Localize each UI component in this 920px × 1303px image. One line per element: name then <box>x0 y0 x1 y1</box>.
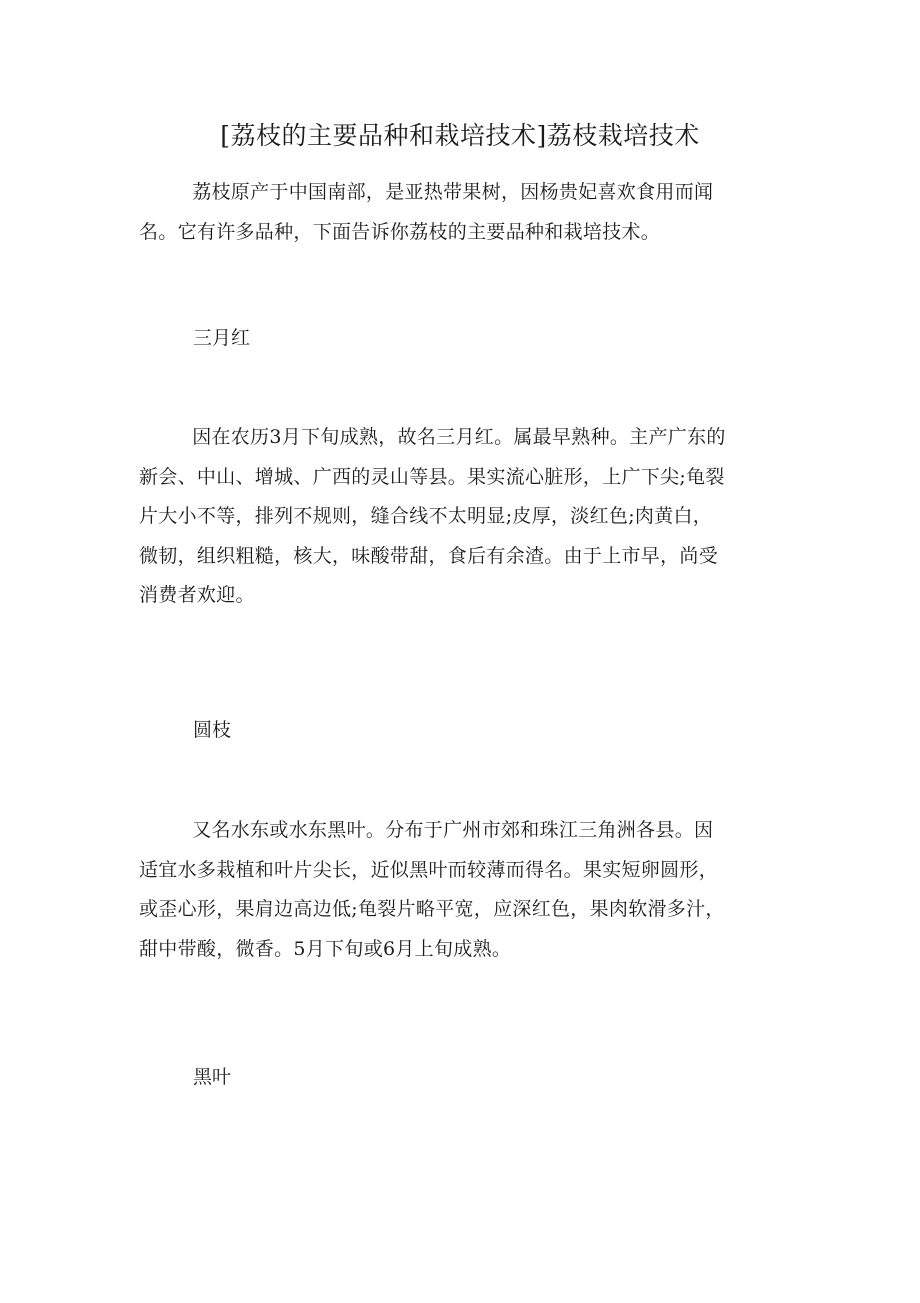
section-heading-heiye: 黑叶 <box>193 1066 232 1088</box>
section-body-yuanzhi: 又名水东或水东黑叶。分布于广州市郊和珠江三角洲各县。因适宜水多栽植和叶片尖长，近似黑叶而较薄而得名。果实短卵圆形，或歪心形，果肩边高边低;龟裂片略平宽，应深红色，果肉软滑多汁，甜中带酸，微香。5月下旬或6月上旬成熟。 <box>139 819 725 960</box>
intro-paragraph: 荔枝原产于中国南部，是亚热带果树，因杨贵妃喜欢食用而闻名。它有许多品种，下面告诉你荔枝的主要品种和栽培技术。 <box>139 181 714 243</box>
section-heading-yuanzhi: 圆枝 <box>193 719 232 741</box>
document-title: [荔枝的主要品种和栽培技术]荔枝栽培技术 <box>220 121 700 150</box>
section-body-sanyuehong: 因在农历3月下旬成熟，故名三月红。属最早熟种。主产广东的新会、中山、增城、广西的灵山等县。果实流心脏形，上广下尖;龟裂片大小不等，排列不规则，缝合线不太明显;皮厚，淡红色;肉黄白，微韧，组织粗糙，核大，味酸带甜，食后有余渣。由于上市早，尚受消费者欢迎。 <box>139 426 726 606</box>
section-heading-sanyuehong: 三月红 <box>193 327 251 349</box>
